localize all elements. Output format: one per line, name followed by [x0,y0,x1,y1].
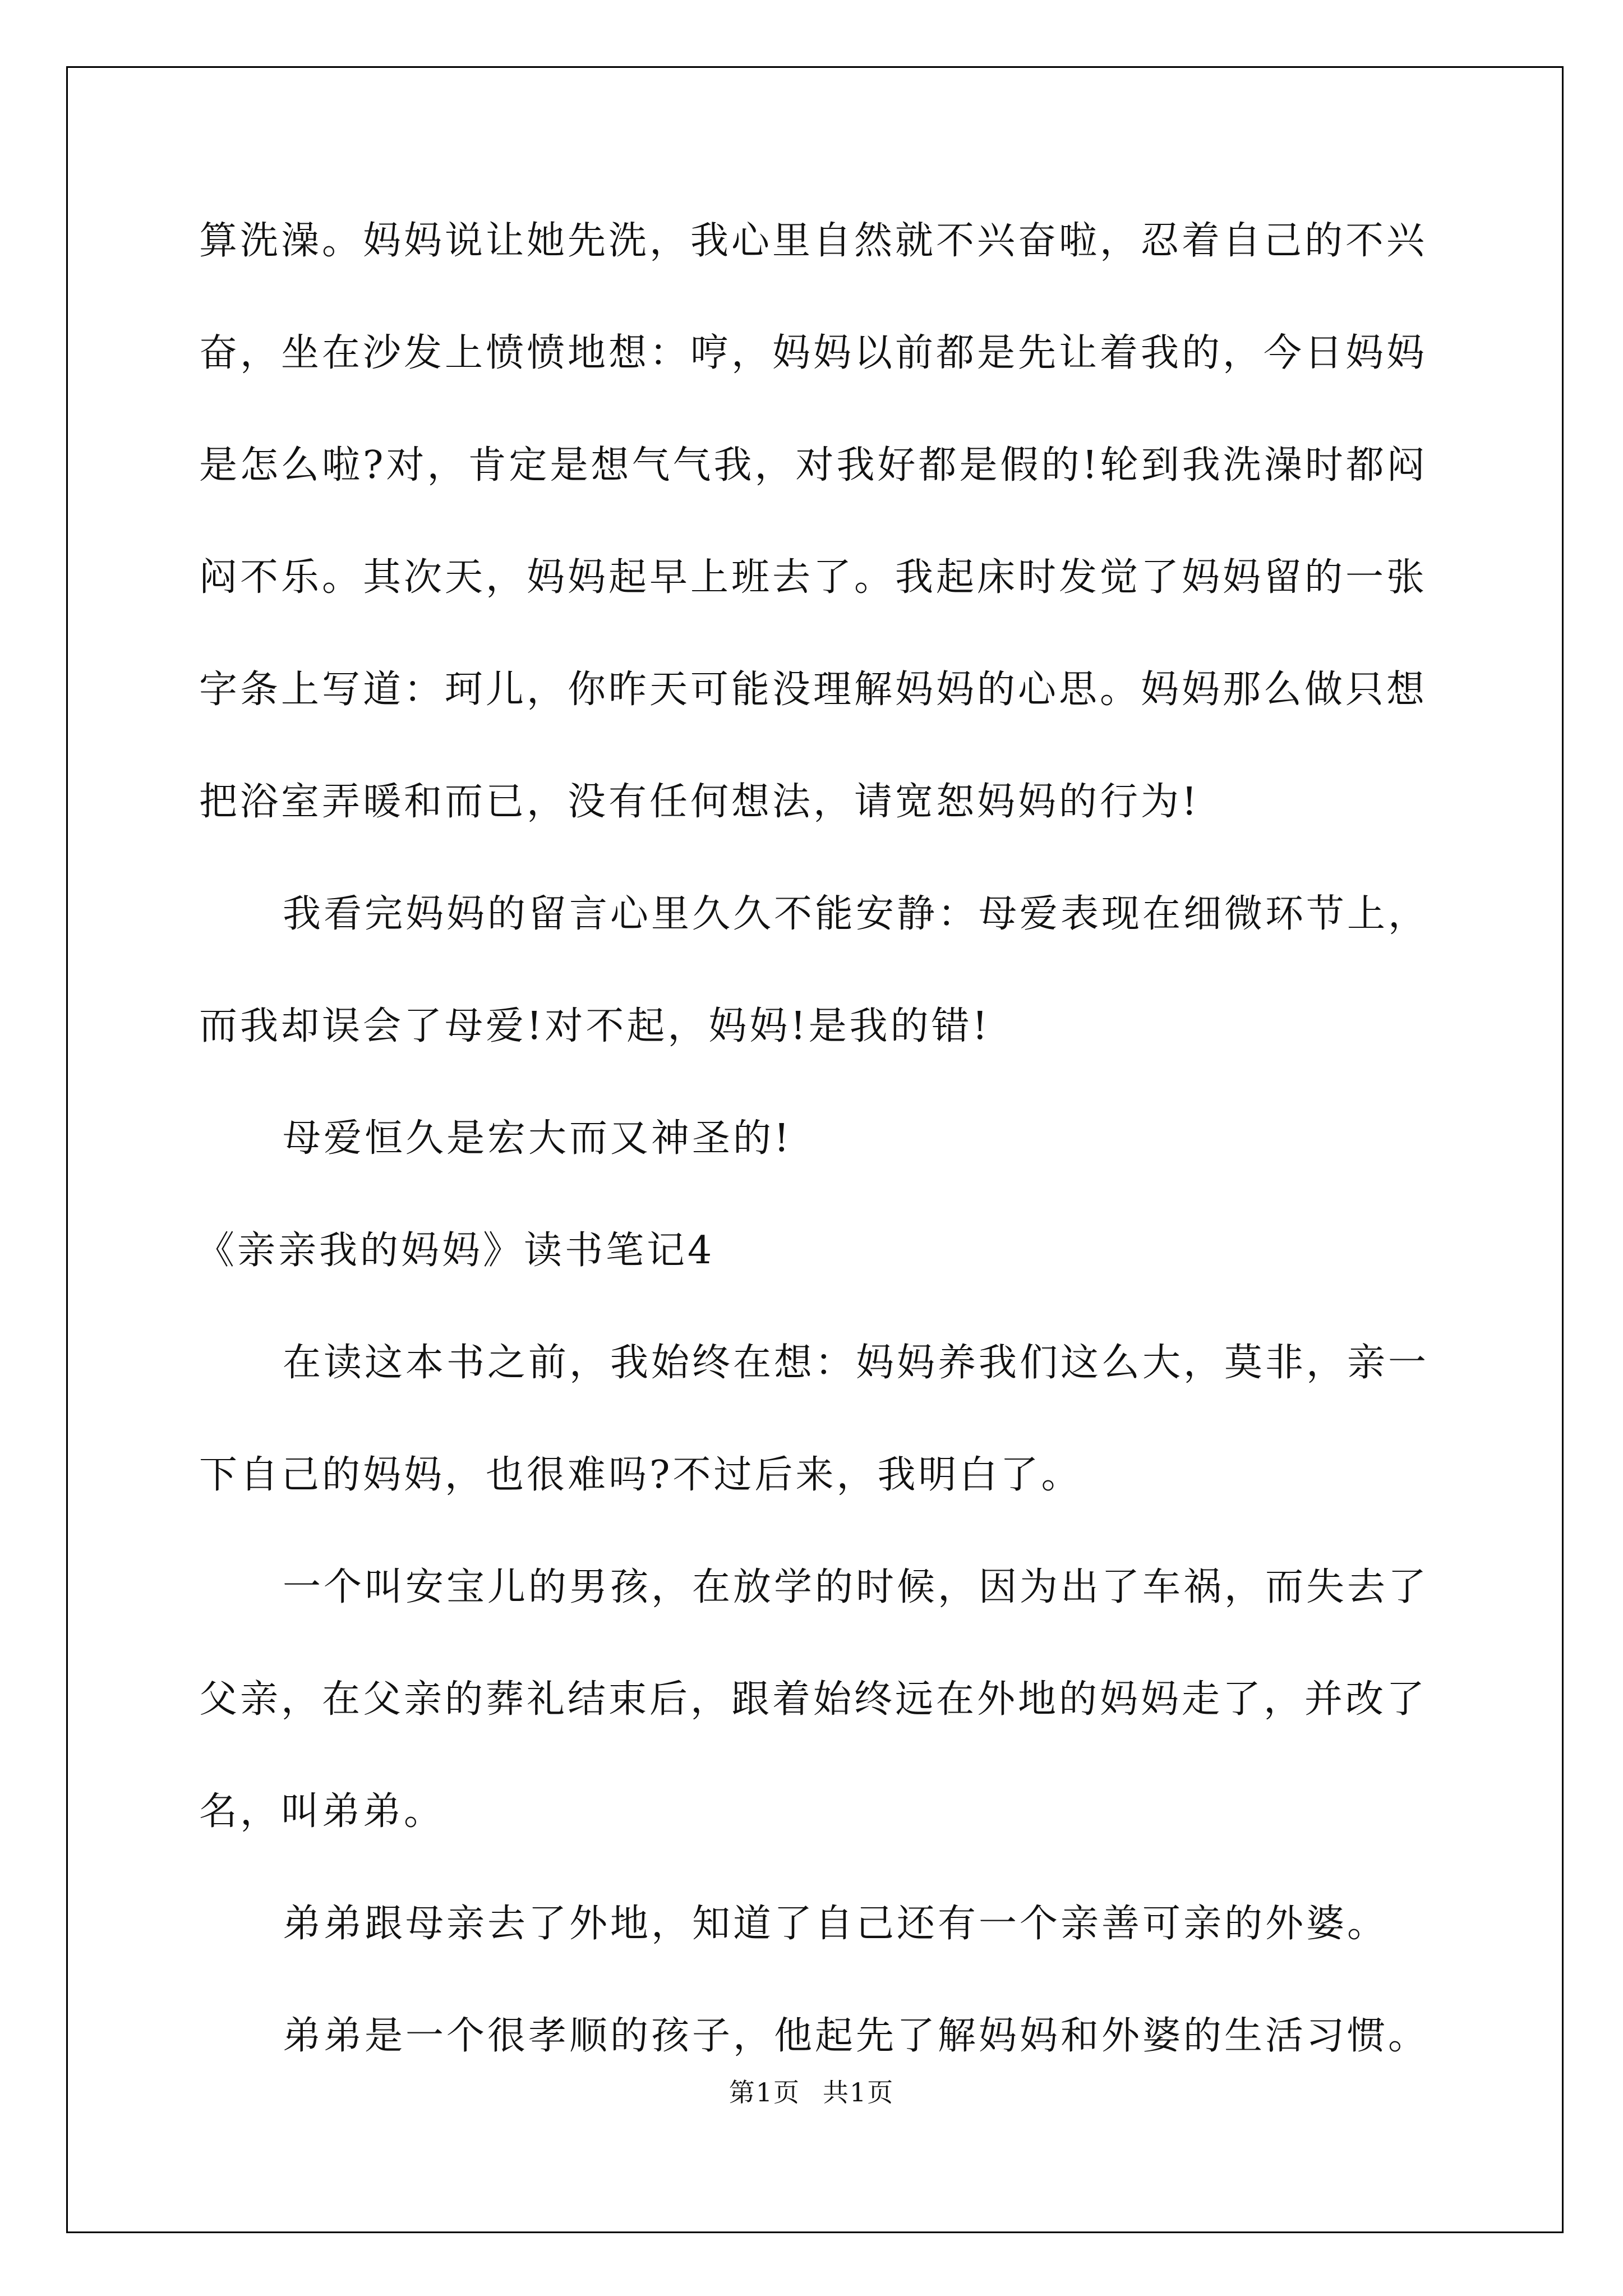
paragraph-line: 弟弟是一个很孝顺的孩子，他起先了解妈妈和外婆的生活习惯。 [283,2014,1430,2058]
paragraph-line: 下自己的妈妈，也很难吗?不过后来，我明白了。 [199,1453,1082,1497]
paragraph-line: 父亲，在父亲的葬礼结束后，跟着始终远在外地的妈妈走了，并改了 [199,1677,1428,1722]
paragraph-line: 而我却误会了母爱!对不起，妈妈!是我的错! [199,1004,990,1048]
paragraph-line: 闷不乐。其次天，妈妈起早上班去了。我起床时发觉了妈妈留的一张 [199,555,1428,600]
paragraph-line: 把浴室弄暖和而已，没有任何想法，请宽恕妈妈的行为! [199,780,1200,824]
page-total: 共1页 [823,2077,895,2108]
paragraph-line: 奋，坐在沙发上愤愤地想：哼，妈妈以前都是先让着我的，今日妈妈 [199,331,1428,375]
paragraph-line: 名，叫弟弟。 [199,1789,445,1834]
paragraph-line: 是怎么啦?对，肯定是想气气我，对我好都是假的!轮到我洗澡时都闷 [199,443,1428,487]
paragraph-line: 算洗澡。妈妈说让她先洗，我心里自然就不兴奋啦，忍着自己的不兴 [199,219,1428,263]
document-body [196,213,1433,2120]
paragraph-line: 弟弟跟母亲去了外地，知道了自己还有一个亲善可亲的外婆。 [283,1902,1389,1946]
paragraph-line: 我看完妈妈的留言心里久久不能安静：母爱表现在细微环节上， [283,892,1430,936]
page-footer [0,2076,1623,2109]
paragraph-line: 一个叫安宝儿的男孩，在放学的时候，因为出了车祸，而失去了 [283,1565,1430,1609]
section-heading: 《亲亲我的妈妈》读书笔记4 [196,1228,715,1273]
paragraph-line: 字条上写道：珂儿，你昨天可能没理解妈妈的心思。妈妈那么做只想 [199,668,1428,712]
paragraph-line: 在读这本书之前，我始终在想：妈妈养我们这么大，莫非，亲一 [283,1341,1430,1385]
paragraph-line: 母爱恒久是宏大而又神圣的! [283,1116,792,1161]
page-number: 第1页 [728,2077,800,2108]
